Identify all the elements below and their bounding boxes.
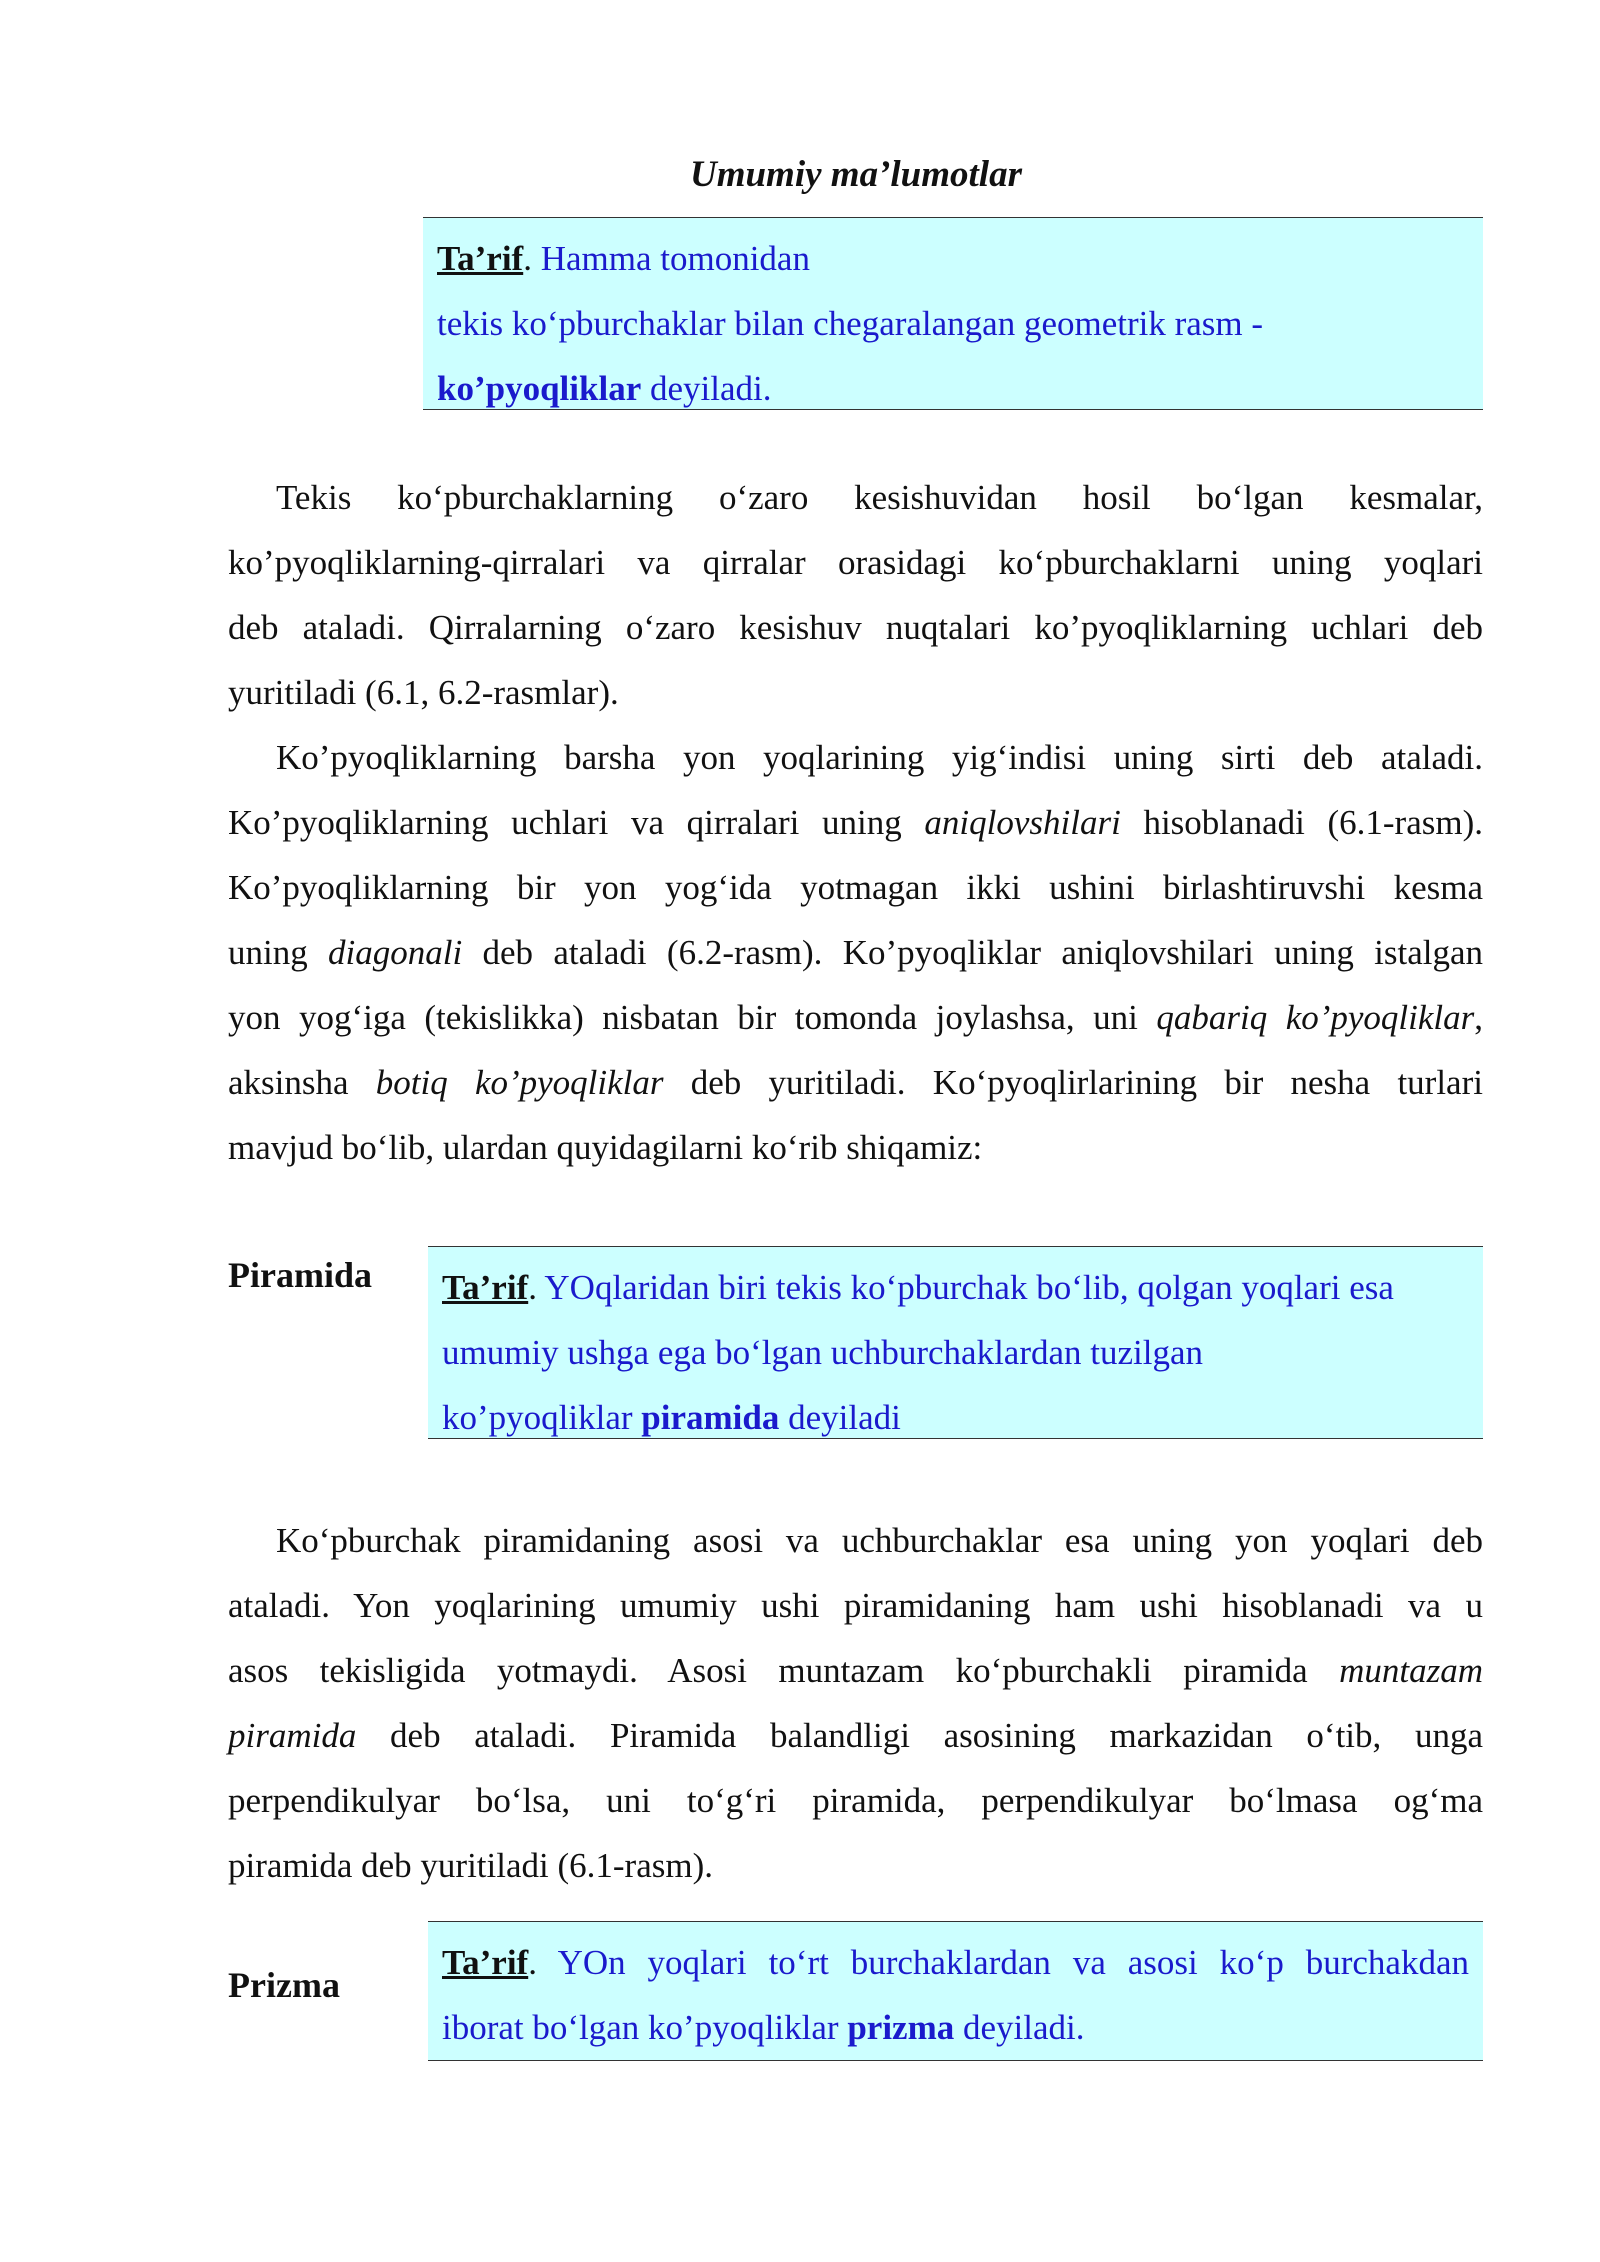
definition-lead: Ta’rif (442, 1268, 529, 1307)
text-line: aksinsha botiq ko’pyoqliklar deb yuritiladi. Ko‘pyoqlirlarining bir nesha turlari (228, 1063, 1483, 1102)
text-line: Ko’pyoqliklarning bir yon yog‘ida yotmagan ikki ushini birlashtiruvshi kesma (228, 868, 1483, 907)
definition-text: Hamma tomonidan (540, 239, 810, 278)
definition-box-polyhedron (423, 217, 1483, 410)
emphasis-term: qabariq ko’pyoqliklar (1156, 998, 1475, 1037)
emphasis-term: piramida (228, 1716, 357, 1755)
text-line: piramida deb ataladi. Piramida balandligi asosining markazidan o‘tib, unga (228, 1716, 1483, 1755)
emphasis-term: muntazam (1339, 1651, 1483, 1690)
text-line: piramida deb yuritiladi (6.1-rasm). (228, 1846, 713, 1885)
definition-box-piramida (428, 1246, 1483, 1439)
text-line: Ko’pyoqliklarning uchlari va qirralari uning aniqlovshilari hisoblanadi (6.1-rasm). (228, 803, 1483, 842)
text-line: asos tekisligida yotmaydi. Asosi muntazam ko‘pburchakli piramida muntazam (228, 1651, 1483, 1690)
paragraph-polyhedra (228, 465, 1483, 1180)
definition-line: tekis ko‘pburchaklar bilan chegaralangan geometrik rasm - (437, 304, 1264, 343)
definition-line: Ta’rif. Hamma tomonidan (437, 239, 810, 278)
definition-text: YOn yoqlari to‘rt burchaklardan va asosi ko‘p burchakdan (557, 1943, 1469, 1982)
definition-line: umumiy ushga ega bo‘lgan uchburchaklardan tuzilgan (442, 1333, 1204, 1372)
text-line: Ko’pyoqliklarning barsha yon yoqlarining yig‘indisi uning sirti deb ataladi. (276, 738, 1483, 777)
section-label-prizma: Prizma (228, 1965, 340, 2005)
definition-term: ko’pyoqliklar (437, 369, 642, 408)
definition-line (437, 356, 1469, 421)
definition-line: Ta’rif. YOn yoqlari to‘rt burchaklardan va asosi ko‘p burchakdan (442, 1943, 1469, 1982)
text-line: yon yog‘iga (tekislikka) nisbatan bir tomonda joylashsa, uni qabariq ko’pyoqliklar, (228, 998, 1483, 1037)
emphasis-term: diagonali (328, 933, 463, 972)
text-line: mavjud bo‘lib, ulardan quyidagilarni ko‘rib shiqamiz: (228, 1128, 983, 1167)
emphasis-term: botiq ko’pyoqliklar (375, 1063, 664, 1102)
definition-term: piramida (641, 1398, 780, 1437)
paragraph-piramida (228, 1508, 1483, 1898)
text-line: ataladi. Yon yoqlarining umumiy ushi piramidaning ham ushi hisoblanadi va u (228, 1586, 1483, 1625)
definition-text: deyiladi. (641, 369, 772, 408)
definition-lead: Ta’rif (442, 1943, 529, 1982)
emphasis-term: aniqlovshilari (924, 803, 1121, 842)
definition-lead: Ta’rif (437, 239, 524, 278)
definition-term: prizma (847, 2008, 955, 2047)
definition-line: iborat bo‘lgan ko’pyoqliklar prizma deyiladi. (442, 2008, 1085, 2047)
section-label-piramida: Piramida (228, 1255, 372, 1295)
definition-box-prizma (428, 1921, 1483, 2061)
text-line: Ko‘pburchak piramidaning asosi va uchburchaklar esa uning yon yoqlari deb (276, 1521, 1483, 1560)
definition-line: Ta’rif. YOqlaridan biri tekis ko‘pburchak bo‘lib, qolgan yoqlari esa (442, 1268, 1394, 1307)
text-line: deb ataladi. Qirralarning o‘zaro kesishuv nuqtalari ko’pyoqliklarning uchlari deb (228, 608, 1483, 647)
text-line: Tekis ko‘pburchaklarning o‘zaro kesishuvidan hosil bo‘lgan kesmalar, (276, 478, 1483, 517)
text-line: uning diagonali deb ataladi (6.2-rasm). Ko’pyoqliklar aniqlovshilari uning istalgan (228, 933, 1483, 972)
page-title: Umumiy ma’lumotlar (689, 154, 1022, 195)
text-line: perpendikulyar bo‘lsa, uni to‘g‘ri piramida, perpendikulyar bo‘lmasa og‘ma (228, 1781, 1483, 1820)
text-line: ko’pyoqliklarning-qirralari va qirralar orasidagi ko‘pburchaklarni uning yoqlari (228, 543, 1483, 582)
definition-line: ko’pyoqliklar piramida deyiladi (442, 1398, 901, 1437)
definition-text: YOqlaridan biri tekis ko‘pburchak bo‘lib, qolgan yoqlari esa (544, 1268, 1394, 1307)
text-line: yuritiladi (6.1, 6.2-rasmlar). (228, 673, 619, 712)
